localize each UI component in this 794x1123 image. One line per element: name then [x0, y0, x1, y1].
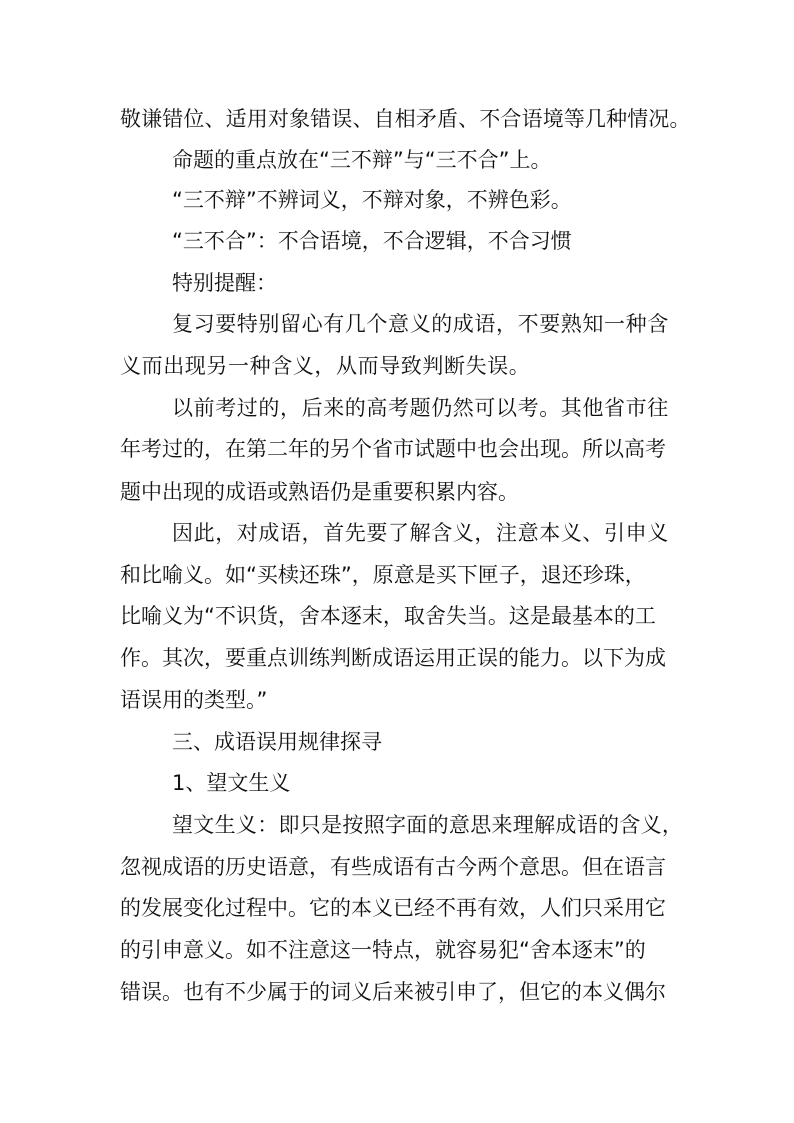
- text-line-18: 望文生义：即只是按照字面的意思来理解成语的含义，: [172, 813, 684, 837]
- text-line-13: 比喻义为“不识货，舍本逐末，取舍失当。这是最基本的工: [120, 604, 656, 628]
- text-line-22: 错误。也有不少属于的词义后来被引申了，但它的本义偶尔: [120, 980, 666, 1004]
- text-line-20: 的发展变化过程中。它的本义已经不再有效，人们只采用它: [120, 896, 666, 920]
- text-line-21: 的引申意义。如不注意这一特点，就容易犯“舍本逐末”的: [120, 938, 646, 962]
- text-line-8: 以前考过的，后来的高考题仍然可以考。其他省市往: [172, 396, 669, 420]
- text-line-5: 特别提醒：: [172, 271, 277, 295]
- text-line-3: “三不辩”不辨词义，不辩对象，不辨色彩。: [172, 188, 572, 212]
- text-line-4: “三不合”：不合语境，不合逻辑，不合习惯: [172, 229, 572, 253]
- text-line-11: 因此，对成语，首先要了解含义，注意本义、引申义: [172, 521, 669, 545]
- subsection-heading: 1、望文生义: [172, 771, 291, 795]
- text-line-2: 命题的重点放在“三不辩”与“三不合”上。: [172, 148, 552, 172]
- text-line-19: 忽视成语的历史语意，有些成语有古今两个意思。但在语言: [120, 855, 666, 879]
- text-line-1: 敬谦错位、适用对象错误、自相矛盾、不合语境等几种情况。: [120, 107, 691, 131]
- text-line-15: 语误用的类型。”: [120, 688, 268, 712]
- text-line-10: 题中出现的成语或熟语仍是重要积累内容。: [120, 480, 519, 504]
- text-line-12: 和比喻义。如“买椟还珠”，原意是买下匣子，退还珍珠，: [120, 563, 646, 587]
- text-line-9: 年考过的，在第二年的另个省市试题中也会出现。所以高考: [120, 437, 666, 461]
- text-line-14: 作。其次，要重点训练判断成语运用正误的能力。以下为成: [120, 646, 666, 670]
- text-line-7: 义而出现另一种含义，从而导致判断失误。: [120, 354, 531, 378]
- text-line-6: 复习要特别留心有几个意义的成语，不要熟知一种含: [172, 312, 669, 336]
- section-heading: 三、成语误用规律探寻: [172, 730, 382, 754]
